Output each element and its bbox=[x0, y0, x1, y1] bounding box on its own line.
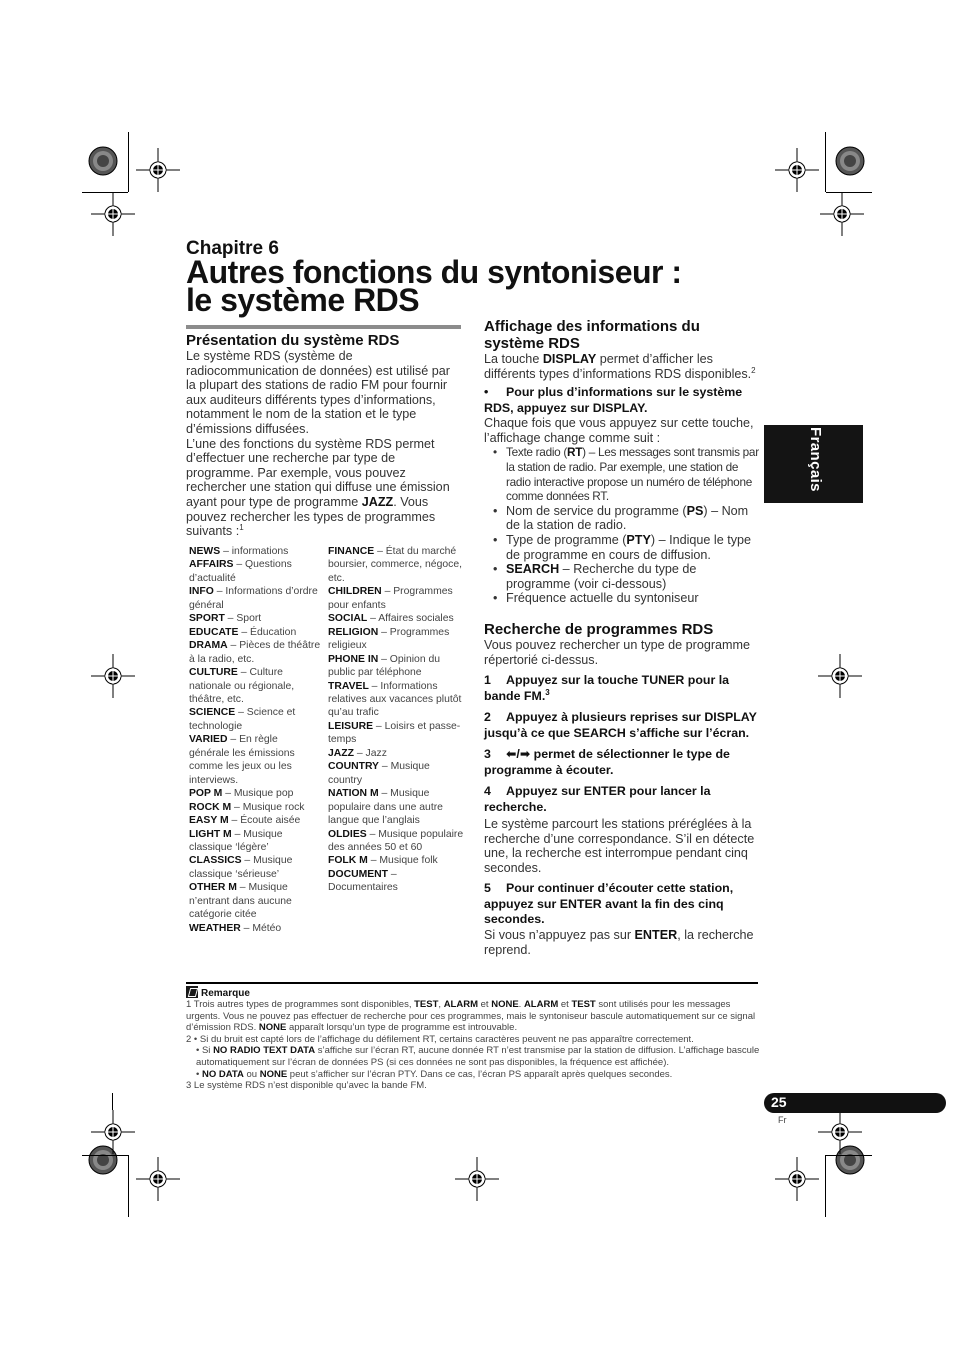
registration-cross-icon bbox=[136, 148, 180, 192]
text: permet d’afficher les différents types d’informations RDS disponibles. bbox=[484, 352, 752, 381]
page-language-code: Fr bbox=[778, 1115, 787, 1125]
program-type-code: PHONE IN bbox=[328, 653, 379, 665]
program-type-code: WEATHER bbox=[189, 922, 241, 934]
program-type-code: INFO bbox=[189, 586, 214, 598]
program-type-code: TRAVEL bbox=[328, 680, 369, 692]
program-type-item bbox=[328, 868, 464, 895]
page-title-line1: Autres fonctions du syntoniseur : bbox=[186, 254, 682, 290]
separator: – bbox=[366, 828, 379, 840]
notes-rule bbox=[186, 982, 758, 984]
program-type-description: Musique folk bbox=[379, 855, 438, 867]
registration-cross-icon bbox=[775, 148, 819, 192]
program-type-description: Informations relatives aux vacances plutôt qu’au trafic bbox=[328, 680, 462, 719]
text-bold: SEARCH bbox=[506, 562, 560, 577]
registration-cross-icon bbox=[820, 192, 864, 236]
program-type-description: Questions d’actualité bbox=[189, 559, 292, 584]
text: La touche bbox=[484, 352, 543, 366]
program-type-item bbox=[189, 706, 321, 733]
section-body bbox=[484, 352, 760, 381]
program-type-description: Sport bbox=[236, 613, 262, 625]
separator: – bbox=[213, 586, 226, 598]
separator: – bbox=[240, 922, 253, 934]
separator: – bbox=[368, 680, 381, 692]
program-type-code: LIGHT M bbox=[189, 828, 232, 840]
text: Type de programme ( bbox=[506, 532, 627, 547]
text-bold: RT bbox=[567, 445, 583, 460]
text: apparaît lorsqu’un type de programme est introuvable. bbox=[286, 1022, 518, 1034]
text: 1 Trois autres types de programmes sont disponibles, bbox=[186, 999, 415, 1010]
program-type-item bbox=[328, 545, 464, 585]
program-type-item bbox=[189, 733, 321, 787]
step-number: 2 bbox=[484, 710, 491, 725]
text: Appuyez à plusieurs reprises sur DISPLAY jusqu’à ce que SEARCH s’affiche sur l’écran. bbox=[484, 710, 757, 740]
program-type-description: Éducation bbox=[250, 626, 297, 638]
trim-line bbox=[825, 1155, 826, 1217]
registration-cross-icon bbox=[818, 1110, 862, 1154]
program-type-item bbox=[189, 854, 321, 881]
trim-line bbox=[128, 1155, 129, 1217]
separator: – bbox=[379, 761, 391, 773]
separator: – bbox=[233, 559, 246, 571]
text: L’une des fonctions du système RDS permet d’effectuer une recherche par type de programme. Par exemple, vous pouvez rechercher une station qui diffuse une émission ayant pour type de programme bbox=[186, 436, 450, 509]
program-type-description: Musique country bbox=[328, 761, 430, 786]
text: . bbox=[518, 999, 524, 1010]
text-bold: TEST bbox=[414, 999, 439, 1010]
list-item bbox=[484, 504, 760, 533]
text-bold: JAZZ bbox=[361, 494, 394, 509]
step-number: 3 bbox=[484, 747, 491, 762]
registration-cross-icon bbox=[91, 1110, 135, 1154]
trim-line bbox=[82, 1155, 128, 1156]
text-bold: TEST bbox=[571, 999, 596, 1010]
paragraph bbox=[186, 437, 461, 539]
program-type-item bbox=[189, 801, 321, 814]
program-type-column bbox=[189, 545, 321, 935]
note-icon bbox=[186, 986, 198, 998]
section-presentation bbox=[186, 332, 461, 539]
program-type-item bbox=[189, 814, 321, 827]
text-bold: ENTER bbox=[634, 927, 678, 942]
text: sont utilisés pour les messages urgents. Vous ne pouvez pas effectuer de recherche pour ces programmes, mais le syntoniseur bascule automatiquement sur ce signal d’émission RDS. bbox=[186, 999, 756, 1034]
text: ) – Nom de la station de radio. bbox=[506, 503, 749, 533]
program-type-description: Affaires sociales bbox=[378, 613, 454, 625]
paragraph: Le système RDS (système de radiocommunication de données) est utilisé par la plupart des stations de radio FM pour fournir aux auditeurs différents types d’informations, notamment le nom de la station et le type d’émissions diffusées. bbox=[186, 349, 450, 436]
paragraph: Chaque fois que vous appuyez sur cette touche, l’affichage change comme suit : bbox=[484, 416, 754, 445]
separator: – bbox=[237, 667, 250, 679]
footnotes bbox=[186, 999, 760, 1092]
program-type-code: FOLK M bbox=[328, 855, 368, 867]
section-heading: Affichage des informations du système RDS bbox=[484, 318, 700, 352]
step-number: 5 bbox=[484, 881, 491, 896]
footnote-ref: 1 bbox=[239, 522, 244, 532]
section-body bbox=[484, 416, 760, 606]
program-type-description: Programmes religieux bbox=[328, 626, 450, 652]
separator: – bbox=[231, 801, 243, 813]
program-type-item bbox=[189, 787, 321, 800]
separator: – bbox=[235, 707, 247, 719]
trim-line bbox=[825, 132, 826, 192]
language-tab bbox=[764, 425, 863, 503]
text-bold: PS bbox=[686, 503, 704, 518]
text: . Vous pouvez rechercher les types de programmes suivants : bbox=[186, 494, 436, 539]
list-item bbox=[484, 562, 760, 591]
footnote-ref: 2 bbox=[751, 365, 756, 375]
program-type-description: Science et technologie bbox=[189, 707, 296, 732]
text: • Si bbox=[196, 1045, 214, 1057]
paragraph bbox=[484, 928, 760, 957]
text: Pour continuer d’écouter cette station, appuyez sur ENTER avant la fin des cinq secondes. bbox=[484, 881, 734, 927]
program-type-column bbox=[328, 545, 464, 895]
program-type-description: Musique populaire dans une autre langue que l’anglais bbox=[328, 788, 443, 827]
text: et bbox=[478, 999, 492, 1010]
section-rule bbox=[186, 325, 461, 329]
trim-line bbox=[112, 1093, 113, 1110]
program-type-description: Musique populaire des années 50 et 60 bbox=[328, 828, 464, 853]
program-type-code: OLDIES bbox=[328, 828, 367, 840]
separator: – bbox=[241, 855, 254, 867]
registration-cross-icon bbox=[136, 1157, 180, 1201]
program-type-description: informations bbox=[231, 546, 289, 557]
program-type-code: VARIED bbox=[189, 734, 228, 746]
program-type-description: Pièces de théâtre à la radio, etc. bbox=[189, 640, 321, 665]
separator: – bbox=[378, 653, 390, 665]
separator: – bbox=[378, 788, 391, 800]
footnote-ref: 3 bbox=[545, 687, 550, 697]
separator: – bbox=[388, 868, 397, 880]
program-type-item bbox=[328, 626, 464, 653]
step-3 bbox=[484, 747, 760, 778]
trim-line bbox=[826, 1155, 872, 1156]
program-type-description: Musique pop bbox=[233, 788, 294, 800]
program-type-item bbox=[189, 585, 321, 612]
text: – Recherche du type de programme (voir ci-dessous) bbox=[506, 562, 697, 591]
program-type-description: Musique rock bbox=[242, 801, 305, 813]
text: et bbox=[558, 999, 572, 1010]
text: ou bbox=[243, 1068, 260, 1080]
page-title-line2: le système RDS bbox=[186, 282, 420, 318]
registration-rosette-icon bbox=[88, 146, 118, 176]
list-item bbox=[484, 533, 760, 562]
language-tab-label: Français bbox=[807, 427, 824, 492]
text-bold: ALARM bbox=[523, 999, 559, 1010]
program-type-code: DOCUMENT bbox=[328, 868, 389, 880]
program-type-code: JAZZ bbox=[328, 747, 354, 759]
text: , la recherche reprend. bbox=[484, 927, 754, 957]
paragraph: Le système parcourt les stations préréglées à la recherche d’une correspondance. S’il en détecte une, la recherche est interrompue pendant cinq secondes. bbox=[484, 817, 755, 875]
footnote-3: 3 Le système RDS n’est disponible qu’avec la bande FM. bbox=[186, 1080, 427, 1092]
program-type-code: SOCIAL bbox=[328, 613, 368, 625]
separator: – bbox=[227, 734, 240, 746]
program-type-description: Musique classique ‘légère’ bbox=[189, 828, 283, 853]
program-type-code: LEISURE bbox=[328, 720, 374, 732]
program-type-code: SCIENCE bbox=[189, 707, 236, 719]
page-title bbox=[186, 254, 746, 318]
footnote-1 bbox=[186, 999, 760, 1034]
program-type-item bbox=[328, 680, 464, 720]
text: • bbox=[196, 1068, 202, 1080]
program-type-item bbox=[328, 612, 464, 625]
text: Appuyez sur la touche TUNER pour la bande FM. bbox=[484, 673, 730, 703]
page-number: 25 bbox=[771, 1094, 787, 1110]
separator: – bbox=[228, 815, 241, 827]
text-bold: ALARM bbox=[443, 999, 478, 1010]
program-type-item bbox=[189, 881, 321, 921]
trim-line bbox=[128, 132, 129, 192]
separator: – bbox=[381, 586, 394, 598]
program-type-code: FINANCE bbox=[328, 546, 375, 557]
display-modes-list bbox=[484, 445, 760, 606]
page-number-bar bbox=[764, 1093, 946, 1113]
program-type-code: NEWS bbox=[189, 546, 221, 557]
separator: – bbox=[222, 788, 234, 800]
program-type-description: Programmes pour enfants bbox=[328, 586, 453, 611]
text: permet de sélectionner le type de programme à écouter. bbox=[484, 747, 730, 777]
registration-rosette-icon bbox=[835, 146, 865, 176]
program-type-code: CULTURE bbox=[189, 667, 238, 679]
paragraph bbox=[484, 352, 760, 381]
program-type-item bbox=[189, 612, 321, 625]
program-type-item bbox=[189, 626, 321, 639]
text: ) – Les messages sont transmis par la station de radio. Par exemple, une station de radio interactive propose un numéro de téléphone comme données RT. bbox=[506, 445, 759, 504]
program-type-code: AFFAIRS bbox=[189, 559, 234, 571]
text-bold: PTY bbox=[626, 532, 651, 547]
program-type-description: Opinion du public par téléphone bbox=[328, 653, 441, 679]
trim-line bbox=[826, 192, 872, 193]
right-column bbox=[484, 318, 760, 957]
section-body bbox=[484, 928, 760, 957]
footnote-2b bbox=[186, 1045, 760, 1068]
list-item bbox=[484, 445, 760, 503]
section-body bbox=[484, 638, 760, 667]
program-type-code: DRAMA bbox=[189, 640, 228, 652]
program-type-code: OTHER M bbox=[189, 882, 237, 894]
text: s’affiche sur l’écran RT, aucune donnée RT n’est transmise par la station de diffusion. L’affichage bascule automatiquement sur l’écran de données PS (si ces données ne sont pas disponibles, la fréquence est affichée). bbox=[196, 1045, 760, 1068]
notes-heading-label: Remarque bbox=[201, 988, 250, 999]
program-type-item bbox=[328, 828, 464, 855]
program-type-item bbox=[189, 639, 321, 666]
program-type-item bbox=[189, 545, 321, 558]
program-type-code: EDUCATE bbox=[189, 626, 239, 638]
list-item bbox=[484, 591, 760, 606]
text: Si vous n’appuyez pas sur bbox=[484, 927, 635, 942]
program-type-item bbox=[189, 828, 321, 855]
separator: – bbox=[378, 626, 390, 638]
step-number: 4 bbox=[484, 784, 491, 799]
program-type-description: Musique n’entrant dans aucune catégorie citée bbox=[189, 882, 292, 921]
step-number: 1 bbox=[484, 673, 491, 688]
program-type-description: Écoute aisée bbox=[240, 815, 301, 827]
program-type-item bbox=[328, 585, 464, 612]
program-type-description: Jazz bbox=[365, 747, 387, 759]
program-type-item bbox=[189, 922, 321, 935]
text-bold: NONE bbox=[258, 1022, 287, 1034]
notes-heading bbox=[186, 986, 250, 999]
bold-bullet bbox=[484, 385, 760, 416]
separator: – bbox=[220, 546, 232, 557]
text: , bbox=[438, 999, 444, 1010]
program-type-code: RELIGION bbox=[328, 626, 379, 638]
section-body bbox=[484, 817, 760, 875]
program-type-description: Météo bbox=[252, 922, 282, 934]
separator: – bbox=[353, 747, 366, 759]
program-type-description: Musique classique ‘sérieuse’ bbox=[189, 855, 293, 880]
separator: – bbox=[231, 828, 244, 840]
separator: – bbox=[236, 882, 249, 894]
separator: – bbox=[238, 626, 251, 638]
program-type-code: CHILDREN bbox=[328, 586, 382, 598]
text: Appuyez sur ENTER pour lancer la recherche. bbox=[484, 784, 711, 814]
text: ) – Indique le type de programme en cours de diffusion. bbox=[506, 532, 752, 562]
separator: – bbox=[367, 855, 380, 867]
program-type-code: POP M bbox=[189, 788, 223, 800]
program-type-item bbox=[328, 747, 464, 760]
program-type-description: Documentaires bbox=[328, 882, 398, 894]
paragraph: Vous pouvez rechercher un type de programme répertorié ci-dessus. bbox=[484, 637, 751, 667]
separator: – bbox=[227, 640, 240, 652]
program-type-item bbox=[328, 720, 464, 747]
program-type-description: Informations d’ordre général bbox=[189, 586, 318, 611]
text: Nom de service du programme ( bbox=[506, 503, 687, 518]
step-5 bbox=[484, 881, 760, 928]
program-type-item bbox=[328, 787, 464, 827]
footnote-2c bbox=[186, 1069, 760, 1081]
section-heading: Présentation du système RDS bbox=[186, 332, 400, 349]
program-type-item bbox=[328, 760, 464, 787]
separator: – bbox=[367, 613, 379, 625]
program-type-item bbox=[328, 854, 464, 867]
program-type-description: État du marché boursier, commerce, négoce, etc. bbox=[328, 546, 462, 584]
registration-cross-icon bbox=[91, 192, 135, 236]
program-type-code: CLASSICS bbox=[189, 855, 242, 867]
arrow-keys-icon: ⬅/➡ bbox=[506, 747, 531, 762]
program-type-description: En règle générale les émissions comme les jeux ou les interviews. bbox=[189, 734, 295, 786]
program-type-item bbox=[189, 558, 321, 585]
text-bold: NO RADIO TEXT DATA bbox=[213, 1045, 316, 1057]
program-type-code: COUNTRY bbox=[328, 761, 379, 773]
program-type-description: Loisirs et passe-temps bbox=[328, 720, 461, 746]
program-type-item bbox=[328, 653, 464, 680]
registration-cross-icon bbox=[91, 654, 135, 698]
step-4 bbox=[484, 784, 760, 815]
trim-line bbox=[82, 192, 128, 193]
program-type-description: Culture nationale ou régionale, théâtre, etc. bbox=[189, 667, 295, 705]
program-type-code: NATION M bbox=[328, 788, 379, 800]
text-bold: NONE bbox=[259, 1068, 288, 1080]
separator: – bbox=[373, 720, 385, 732]
text: Pour plus d’informations sur le système RDS, appuyez sur DISPLAY. bbox=[484, 385, 743, 415]
step-1 bbox=[484, 673, 760, 704]
separator: – bbox=[374, 546, 386, 557]
text-bold: DISPLAY bbox=[542, 352, 597, 366]
program-type-item bbox=[189, 666, 321, 706]
text: Texte radio ( bbox=[506, 445, 568, 460]
program-type-code: SPORT bbox=[189, 613, 225, 625]
program-type-code: ROCK M bbox=[189, 801, 232, 813]
text: peut s’afficher sur l’écran PTY. Dans ce cas, l’écran PS apparaît après quelques secondes. bbox=[287, 1068, 673, 1080]
registration-cross-icon bbox=[818, 654, 862, 698]
text-bold: NO DATA bbox=[201, 1068, 244, 1080]
step-2 bbox=[484, 710, 760, 741]
program-type-code: EASY M bbox=[189, 815, 229, 827]
text-bold: NONE bbox=[491, 999, 519, 1010]
separator: – bbox=[224, 613, 237, 625]
chapter-label: Chapitre 6 bbox=[186, 238, 279, 259]
registration-cross-icon bbox=[455, 1157, 499, 1201]
section-heading: Recherche de programmes RDS bbox=[484, 620, 714, 638]
footnote-2a: 2 • Si du bruit est capté lors de l’affichage du défilement RT, certains caractères peuvent ne pas apparaître correctement. bbox=[186, 1033, 694, 1045]
registration-cross-icon bbox=[775, 1157, 819, 1201]
section-body bbox=[186, 349, 461, 539]
text: Fréquence actuelle du syntoniseur bbox=[506, 591, 699, 606]
bullet-icon: • bbox=[484, 385, 489, 400]
